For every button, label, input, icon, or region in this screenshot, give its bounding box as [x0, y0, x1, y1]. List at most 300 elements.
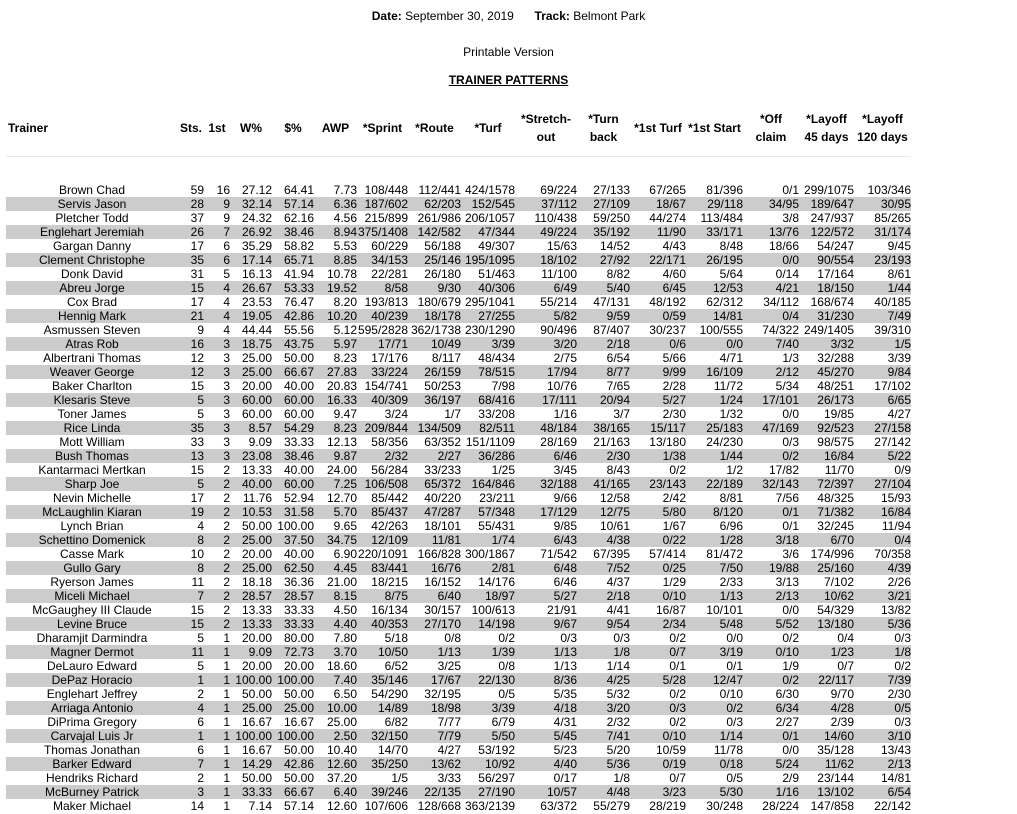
stat-cell: 5 — [223, 267, 230, 281]
trainer-name: Carvajal Luis Jr — [6, 729, 178, 743]
stat-cell: 27/133 — [593, 183, 630, 197]
stat-cell: 23/143 — [630, 477, 686, 491]
stat-cell: 18.60 — [326, 659, 357, 673]
stat-cell: 55.56 — [283, 323, 314, 337]
stat-cell: 4/38 — [577, 533, 630, 547]
trainer-name: Thomas Jonathan — [43, 743, 141, 757]
stat-cell: 6/49 — [515, 281, 577, 295]
stat-cell: 1/8 — [854, 645, 911, 659]
stat-cell: 4 — [204, 281, 230, 295]
stat-cell: 0/6 — [630, 337, 686, 351]
stat-cell: 25/183 — [686, 421, 743, 435]
stat-cell: 87/407 — [593, 323, 630, 337]
stat-cell: 9.65 — [333, 519, 357, 533]
stat-cell: 16 — [216, 183, 230, 197]
stat-cell: 21.00 — [326, 575, 357, 589]
table-row — [6, 785, 911, 799]
stat-cell: 2/26 — [887, 575, 911, 589]
stat-cell: 0/3 — [894, 715, 911, 729]
trainer-name: Asmussen Steven — [43, 323, 141, 337]
stat-cell: 55/279 — [593, 799, 630, 813]
table-row — [6, 715, 911, 729]
table-row — [6, 267, 911, 281]
stat-cell: 1/28 — [686, 533, 743, 547]
stat-cell: 2 — [204, 589, 230, 603]
stat-cell: 23.53 — [241, 295, 272, 309]
stat-cell: 11/94 — [881, 519, 911, 533]
stat-cell: 0/2 — [894, 659, 911, 673]
column-header — [743, 100, 799, 157]
stat-cell: 60.00 — [241, 407, 272, 421]
stat-cell: 32/188 — [515, 477, 577, 491]
stat-cell: 5/22 — [854, 449, 911, 463]
stat-cell: 4/25 — [577, 673, 630, 687]
trainer-name: Mott William — [59, 435, 125, 449]
column-header — [272, 100, 314, 157]
stat-cell: 1/3 — [782, 351, 799, 365]
stat-cell: 2 — [223, 491, 230, 505]
stat-cell: 38.46 — [272, 449, 314, 463]
stat-cell: 3/39 — [461, 701, 515, 715]
stat-cell: 6.50 — [333, 687, 357, 701]
stat-cell: 15 — [190, 463, 204, 477]
trainer-name: Toner James — [57, 407, 127, 421]
stat-cell: 7/102 — [823, 575, 854, 589]
table-row — [6, 505, 911, 519]
stat-cell: 1/32 — [719, 407, 743, 421]
stat-cell: 3/25 — [437, 659, 461, 673]
table-row — [6, 673, 911, 687]
stat-cell: 8/82 — [606, 267, 630, 281]
stat-cell: 9/70 — [830, 687, 854, 701]
stat-cell: 1/13 — [686, 589, 743, 603]
stat-cell: 7.14 — [248, 799, 272, 813]
table-row — [6, 253, 911, 267]
stat-cell: 37/112 — [515, 197, 577, 211]
stat-cell: 106/508 — [357, 477, 408, 491]
stat-cell: 189/647 — [799, 197, 854, 211]
stat-cell: 2/33 — [719, 575, 743, 589]
stat-cell: 5/18 — [384, 631, 408, 645]
stat-cell: 3 — [223, 379, 230, 393]
stat-cell: 12 — [190, 351, 204, 365]
stat-cell: 28/169 — [540, 435, 577, 449]
stat-cell: 7.80 — [333, 631, 357, 645]
stat-cell: 26/173 — [799, 393, 854, 407]
stat-cell: 5.70 — [314, 505, 357, 519]
stat-cell: 57.14 — [272, 197, 314, 211]
stat-cell: 9/59 — [577, 309, 630, 323]
stat-cell: 40/353 — [357, 617, 408, 631]
stat-cell: 1 — [204, 673, 230, 687]
stat-cell: 3/8 — [782, 211, 799, 225]
stat-cell: 375/1408 — [357, 225, 408, 239]
stat-cell: 10/76 — [546, 379, 577, 393]
stat-cell: 34/112 — [763, 295, 799, 309]
stat-cell: 7 — [204, 225, 230, 239]
stat-cell: 85/265 — [874, 211, 911, 225]
stat-cell: 34/153 — [357, 253, 408, 267]
stat-cell: 0/25 — [630, 561, 686, 575]
stat-cell: 3/32 — [799, 337, 854, 351]
table-row — [6, 491, 911, 505]
stat-cell: 6/79 — [491, 715, 515, 729]
stat-cell: 8.23 — [333, 351, 357, 365]
column-header-line1: Sts. — [179, 121, 202, 135]
stat-cell: 0/14 — [775, 267, 799, 281]
stat-cell: 47/287 — [408, 505, 461, 519]
stat-cell: 6/82 — [384, 715, 408, 729]
stat-cell: 5/82 — [515, 309, 577, 323]
trainer-name: Cox Brad — [66, 295, 118, 309]
stat-cell: 11.76 — [242, 491, 272, 505]
stat-cell: 50.00 — [241, 687, 272, 701]
stat-cell: 1/16 — [553, 407, 577, 421]
stat-cell: 2/18 — [577, 337, 630, 351]
stat-cell: 36/197 — [408, 393, 461, 407]
stat-cell: 21 — [178, 309, 204, 323]
stat-cell: 17/71 — [357, 337, 408, 351]
stat-cell: 29/118 — [686, 197, 743, 211]
stat-cell: 55/431 — [478, 519, 515, 533]
table-row — [6, 771, 911, 785]
table-row — [6, 211, 911, 225]
stat-cell: 3/13 — [775, 575, 799, 589]
column-header — [461, 100, 515, 157]
stat-cell: 38.46 — [272, 225, 314, 239]
trainer-name: Magner Dermot — [6, 645, 178, 659]
stat-cell: 34/95 — [743, 197, 799, 211]
printable-version-label: Printable Version — [463, 45, 554, 59]
stat-cell: 174/996 — [810, 547, 854, 561]
stat-cell: 4/48 — [577, 785, 630, 799]
column-header-line1: *Layoff — [806, 112, 847, 126]
stat-cell: 13/180 — [649, 435, 686, 449]
stat-cell: 10.00 — [314, 701, 357, 715]
stat-cell: 9/54 — [577, 617, 630, 631]
stat-cell: 4/43 — [662, 239, 686, 253]
stat-cell: 30/248 — [706, 799, 743, 813]
stat-cell: 25/160 — [799, 561, 854, 575]
stat-cell: 40/309 — [357, 393, 408, 407]
stat-cell: 19 — [178, 505, 204, 519]
table-header — [6, 100, 911, 157]
trainer-name: Gargan Danny — [52, 239, 132, 253]
stat-cell: 3 — [204, 449, 230, 463]
stat-cell: 0/10 — [630, 729, 686, 743]
stat-cell: 14/198 — [461, 617, 515, 631]
stat-cell: 4/31 — [553, 715, 577, 729]
table-row — [6, 421, 911, 435]
stat-cell: 17.14 — [230, 253, 272, 267]
stat-cell: 0/1 — [743, 505, 799, 519]
stat-cell: 25.00 — [230, 701, 272, 715]
stat-cell: 12/58 — [599, 491, 630, 505]
stat-cell: 12.13 — [326, 435, 357, 449]
stat-cell: 9/66 — [553, 491, 577, 505]
trainer-name: Pletcher Todd — [55, 211, 129, 225]
stat-cell: 25.00 — [272, 701, 314, 715]
stat-cell: 100/613 — [471, 603, 515, 617]
stat-cell: 8/77 — [577, 365, 630, 379]
table-row — [6, 477, 911, 491]
stat-cell: 3/39 — [887, 351, 911, 365]
trainer-name: Sharp Joe — [6, 477, 178, 491]
column-header — [357, 100, 408, 157]
stat-cell: 1/13 — [553, 659, 577, 673]
stat-cell: 71/382 — [799, 505, 854, 519]
stat-cell: 8 — [178, 533, 204, 547]
stat-cell: 44/274 — [649, 211, 686, 225]
stat-cell: 27/190 — [461, 785, 515, 799]
stat-cell: 18/150 — [799, 281, 854, 295]
stat-cell: 113/484 — [700, 211, 743, 225]
stat-cell: 3.70 — [314, 645, 357, 659]
stat-cell: 3/24 — [384, 407, 408, 421]
date-value: September 30, 2019 — [405, 9, 514, 23]
stat-cell: 62.50 — [272, 561, 314, 575]
stat-cell: 0/59 — [630, 309, 686, 323]
stat-cell: 24.00 — [326, 463, 357, 477]
table-row — [6, 379, 911, 393]
stat-cell: 2/9 — [782, 771, 799, 785]
table-row — [6, 575, 911, 589]
stat-cell: 152/545 — [461, 197, 515, 211]
stat-cell: 8/120 — [686, 505, 743, 519]
stat-cell: 1/2 — [726, 463, 743, 477]
stat-cell: 7/77 — [437, 715, 461, 729]
stat-cell: 4.50 — [333, 603, 357, 617]
table-body — [6, 157, 911, 814]
stat-cell: 9/67 — [515, 617, 577, 631]
stat-cell: 4/40 — [515, 757, 577, 771]
stat-cell: 247/937 — [810, 211, 854, 225]
stat-cell: 16.33 — [314, 393, 357, 407]
stat-cell: 25.00 — [230, 365, 272, 379]
stat-cell: 58/356 — [371, 435, 408, 449]
stat-cell: 12/47 — [686, 673, 743, 687]
column-header-line1: *1st Turf — [634, 121, 682, 135]
stat-cell: 67/395 — [593, 547, 630, 561]
stat-cell: 55/214 — [540, 295, 577, 309]
stat-cell: 7.40 — [314, 673, 357, 687]
stat-cell: 26.67 — [230, 281, 272, 295]
stat-cell: 18/101 — [424, 519, 461, 533]
stat-cell: 8.94 — [314, 225, 357, 239]
stat-cell: 0/1 — [782, 519, 799, 533]
stat-cell: 11/78 — [713, 743, 743, 757]
stat-cell: 41/165 — [577, 477, 630, 491]
stat-cell: 15 — [190, 379, 204, 393]
stat-cell: 34.75 — [314, 533, 357, 547]
stat-cell: 1/7 — [444, 407, 461, 421]
stat-cell: 6/40 — [408, 589, 461, 603]
stat-cell: 23/144 — [817, 771, 854, 785]
stat-cell: 9.47 — [333, 407, 357, 421]
trainer-name: Rice Linda — [6, 421, 178, 435]
column-header — [230, 100, 272, 157]
stat-cell: 11/70 — [824, 463, 854, 477]
stat-cell: 74/322 — [762, 323, 799, 337]
stat-cell: 2/42 — [662, 491, 686, 505]
stat-cell: 26.92 — [230, 225, 272, 239]
stat-cell: 2 — [204, 617, 230, 631]
stat-cell: 7.73 — [333, 183, 357, 197]
stat-cell: 50.00 — [283, 743, 314, 757]
stat-cell: 14/70 — [377, 743, 408, 757]
table-row — [6, 603, 911, 617]
stat-cell: 362/1738 — [410, 323, 461, 337]
stat-cell: 3 — [204, 365, 230, 379]
column-header-line2: out — [536, 130, 556, 144]
stat-cell: 14/81 — [686, 309, 743, 323]
stat-cell: 0/3 — [894, 631, 911, 645]
stat-cell: 1/5 — [854, 337, 911, 351]
stat-cell: 54/290 — [371, 687, 408, 701]
stat-cell: 0/7 — [837, 659, 854, 673]
stat-cell: 15 — [178, 281, 204, 295]
stat-cell: 4/60 — [662, 267, 686, 281]
stat-cell: 40.00 — [283, 379, 314, 393]
stat-cell: 54/329 — [817, 603, 854, 617]
stat-cell: 0/4 — [743, 309, 799, 323]
track-label: Track: — [534, 9, 570, 23]
stat-cell: 3/19 — [686, 645, 743, 659]
stat-cell: 27/104 — [854, 477, 911, 491]
table-row — [6, 309, 911, 323]
stat-cell: 14 — [190, 799, 204, 813]
stat-cell: 28/219 — [649, 799, 686, 813]
stat-cell: 6 — [223, 239, 230, 253]
stat-cell: 81/396 — [706, 183, 743, 197]
stat-cell: 16/152 — [424, 575, 461, 589]
stat-cell: 5.12 — [333, 323, 357, 337]
stat-cell: 60.00 — [272, 477, 314, 491]
stat-cell: 7.25 — [314, 477, 357, 491]
stat-cell: 35/250 — [357, 757, 408, 771]
stat-cell: 2 — [223, 575, 230, 589]
stat-cell: 6/65 — [854, 393, 911, 407]
stat-cell: 47/344 — [461, 225, 515, 239]
stat-cell: 3 — [204, 421, 230, 435]
stat-cell: 166/828 — [417, 547, 461, 561]
stat-cell: 11/100 — [541, 267, 577, 281]
stat-cell: 168/674 — [810, 295, 854, 309]
stat-cell: 7/50 — [686, 561, 743, 575]
stat-cell: 1 — [223, 631, 230, 645]
stat-cell: 8.57 — [230, 421, 272, 435]
stat-cell: 2/18 — [577, 589, 630, 603]
stat-cell: 78/515 — [461, 365, 515, 379]
stat-cell: 0/18 — [686, 757, 743, 771]
stat-cell: 110/438 — [534, 211, 577, 225]
stat-cell: 1 — [178, 673, 204, 687]
stat-cell: 112/441 — [418, 183, 461, 197]
stat-cell: 151/1109 — [465, 435, 515, 449]
stat-cell: 60/229 — [371, 239, 408, 253]
stat-cell: 2 — [204, 533, 230, 547]
table-row — [6, 701, 911, 715]
stat-cell: 8/43 — [606, 463, 630, 477]
stat-cell: 100.00 — [277, 519, 314, 533]
stat-cell: 14/176 — [478, 575, 515, 589]
stat-cell: 57/414 — [649, 547, 686, 561]
stat-cell: 5/80 — [630, 505, 686, 519]
table-row — [6, 393, 911, 407]
stat-cell: 1 — [223, 659, 230, 673]
stat-cell: 19/85 — [823, 407, 854, 421]
stat-cell: 85/442 — [371, 491, 408, 505]
stat-cell: 21/91 — [546, 603, 577, 617]
stat-cell: 128/668 — [417, 799, 461, 813]
stat-cell: 2 — [223, 603, 230, 617]
table-row — [6, 631, 911, 645]
stat-cell: 2 — [223, 463, 230, 477]
stat-cell: 53/192 — [478, 743, 515, 757]
table-row — [6, 337, 911, 351]
trainer-name: Hennig Mark — [6, 309, 178, 323]
stat-cell: 13/82 — [880, 603, 911, 617]
table-row — [6, 449, 911, 463]
column-header-line1: *Turn — [588, 112, 619, 126]
stat-cell: 50.00 — [241, 771, 272, 785]
stat-cell: 16 — [178, 337, 204, 351]
stat-cell: 0/10 — [630, 589, 686, 603]
stat-cell: 23/193 — [854, 253, 911, 267]
stat-cell: 0/3 — [560, 631, 577, 645]
stat-cell: 60.00 — [283, 407, 314, 421]
stat-cell: 215/899 — [364, 211, 408, 225]
stat-cell: 0/0 — [686, 337, 743, 351]
stat-cell: 83/441 — [357, 561, 408, 575]
stat-cell: 13/76 — [743, 225, 799, 239]
stat-cell: 22/130 — [461, 673, 515, 687]
stat-cell: 14/89 — [357, 701, 408, 715]
trainer-name: Englehart Jeremiah — [6, 225, 178, 239]
stat-cell: 11/81 — [408, 533, 461, 547]
stat-cell: 2/28 — [662, 379, 686, 393]
stat-cell: 36.36 — [283, 575, 314, 589]
stat-cell: 8/117 — [431, 351, 461, 365]
stat-cell: 27.83 — [314, 365, 357, 379]
stat-cell: 2 — [197, 771, 204, 785]
stat-cell: 33.33 — [272, 617, 314, 631]
stat-cell: 9.09 — [230, 645, 272, 659]
stat-cell: 0/2 — [669, 631, 686, 645]
table-row — [6, 645, 911, 659]
trainer-name: Klesaris Steve — [6, 393, 178, 407]
stat-cell: 5/45 — [515, 729, 577, 743]
stat-cell: 5.53 — [333, 239, 357, 253]
stat-cell: 6.36 — [314, 197, 357, 211]
stat-cell: 1 — [223, 771, 230, 785]
stat-cell: 1 — [204, 757, 230, 771]
trainer-name: Dharamjit Darmindra — [36, 631, 148, 645]
stat-cell: 68/416 — [461, 393, 515, 407]
stat-cell: 10/59 — [655, 743, 686, 757]
stat-cell: 1/13 — [408, 645, 461, 659]
stat-cell: 4/37 — [606, 575, 630, 589]
stat-cell: 2/39 — [830, 715, 854, 729]
column-header-line1: W% — [240, 121, 262, 135]
stat-cell: 39/246 — [357, 785, 408, 799]
trainer-name: Albertrani Thomas — [43, 351, 141, 365]
stat-cell: 1/39 — [461, 645, 515, 659]
stat-cell: 40/239 — [357, 309, 408, 323]
stat-cell: 4/71 — [719, 351, 743, 365]
stat-cell: 3/6 — [782, 547, 799, 561]
stat-cell: 22/117 — [799, 673, 854, 687]
